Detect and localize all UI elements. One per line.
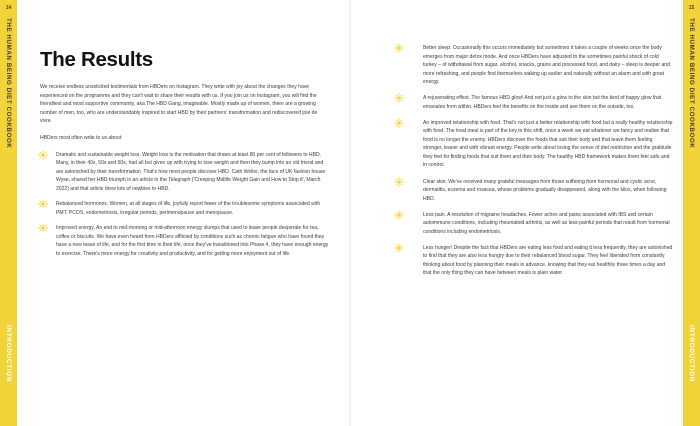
sun-icon [394,118,404,128]
list-item [40,151,330,194]
list-item-text: Less hunger! Despite the fact that HBDers are eating less food and eating it less frequently, they are astonished to find that they are also less hungry due to their rebalanced blood sugar. They feel liberated from constantly thinking about food by planning their meals in advance, knowing that they eat healthily three times a day and that the only thing they can have between meals is plain water. [423,244,673,277]
left-page [40,48,330,265]
list-item [408,94,673,111]
book-gutter [349,0,351,426]
section-label-right: INTRODUCTION [688,325,695,383]
sun-icon [394,210,404,220]
running-title-right: THE HUMAN BEING DIET COOKBOOK [688,18,695,149]
lead-in: HBDers most often write to us about: [40,134,123,141]
list-item-text: An improved relationship with food. That's not just a better relationship with food but a really healthy relationship with food. The treat meal is part of the key to this shift, once a week we eat whatever we fancy and realise that food is no longer the enemy. HBDers discover the foods that suit their body and that leave them feeling stronger, leaner and with vibrant energy. People write about losing the sense of diet restriction and the gratitude they feel for finding foods that suit them and their body. The healthy HBD framework makes them feel safe and in control. [423,119,673,169]
running-title-left: THE HUMAN BEING DIET COOKBOOK [5,18,12,149]
intro-paragraph: We receive endless unsolicited testimonials from HBDers on Instagram. They write with joy about the changes they have experienced on the programme and they can't wait to share their results with us. If you join us on Instagram, you will find the friendliest and most supportive community, aka The HBD Gang, imaginable. Mostly made up of women, there are a growing number of men, too, who are understandably inspired to start HBD by their partners' transformation and rediscovered joie de vivre. [40,84,318,125]
page-title: The Results [40,48,153,71]
list-item [40,200,330,217]
page-number-left: 14 [5,5,12,11]
list-item-text: Clear skin. We've received many grateful messages from those suffering from hormonal and cystic acne, dermatitis, eczema and rosacea, whose problems gradually disappeared, along with the kilos, when following HBD. [423,178,667,202]
sun-icon [394,93,404,103]
list-item [408,178,673,204]
page-number-right: 15 [688,5,695,11]
right-margin-band [683,0,700,426]
list-item-text: Better sleep. Occasionally this occurs immediately but sometimes it takes a couple of weeks once the body emerges from major detox mode. And once HBDers have adjusted to the sometimes painful shock of cold turkey – of withdrawal from sugar, alcohol, snacks, grains and processed food, and dairy – sleep is deeper and more refreshing, and people find themselves waking up earlier and naturally without an alarm and with great energy. [423,45,670,85]
list-item [408,44,673,87]
sun-icon [394,243,404,253]
list-item-text: Rebalanced hormones. Women, at all stages of life, joyfully report fewer of the troublesome symptoms associated with PMT, PCOS, endometriosis, irregular periods, perimenopause and menopause. [56,201,321,216]
list-item [408,211,673,237]
sun-icon [394,43,404,53]
results-list-left [40,151,330,259]
sun-icon [38,150,48,160]
list-item-text: Improved energy. An end to mid-morning or mid-afternoon energy slumps that used to leave people desperate for tea, coffee or biscuits. We have even heard from HBDers afflicted by conditions such as chronic fatigue who have found they have a new lease of life, and for the first time in their life, once they've transitioned into Phase 4, they have enough energy to exercise. There's more energy for creativity and productivity, and for getting more enjoyment out of life. [56,225,329,257]
list-item-text: Less pain. A resolution of migraine headaches. Fewer aches and pains associated with IBS and certain autoimmune conditions, including rheumatoid arthritis, as well as less-painful periods that result from hormonal conditions including endometriosis. [423,211,670,235]
list-item [40,224,330,258]
publication-name: Telegraph [168,177,191,184]
sun-icon [38,199,48,209]
list-item [408,119,673,170]
results-list-right [408,44,673,278]
right-page [408,44,673,286]
left-margin-band [0,0,17,426]
section-label-left: INTRODUCTION [5,325,12,383]
sun-icon [394,177,404,187]
sun-icon [38,223,48,233]
list-item-text: Dramatic and sustainable weight loss. Weight loss is the motivation that draws at least 80 per cent of followers to HBD. Many, in their 40s, 50s and 60s, had all but given up with trying to lose weight and then they bump into an old friend and are astonished by their transformation. That's how most people discover HBD. Cath Weller, the face of UK fashion house Wyse, shared her HBD triumph in an article in the Telegraph ('Creeping Midlife Weight Gain and How to Stop it', March 2022) and that article drew lots of newbies to HBD. [56,151,326,192]
list-item [408,244,673,278]
list-item-text: A rejuvenating effect. The famous HBD glow! And not just a glow to the skin but the kind of happy glow that emanates from within. HBDers feel the benefits on the inside and see them on the outside, too. [423,95,662,110]
